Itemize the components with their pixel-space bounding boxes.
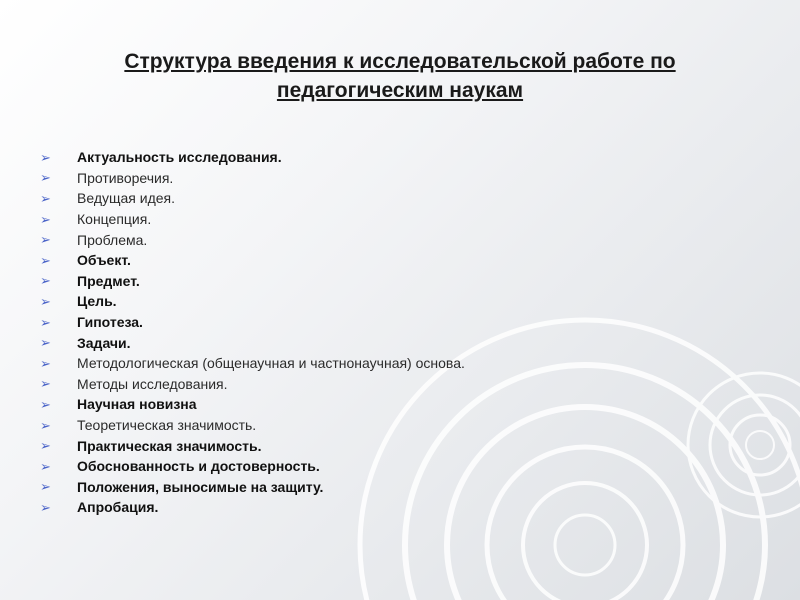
list-item xyxy=(40,477,465,498)
arrowhead-bullet-icon: ➢ xyxy=(40,355,51,371)
list-item xyxy=(40,209,465,230)
list-item-label: Научная новизна xyxy=(77,396,197,413)
slide-title xyxy=(30,47,770,105)
list-item-label: Проблема. xyxy=(77,231,148,248)
list-item-label: Предмет. xyxy=(77,272,140,289)
list-item-label: Объект. xyxy=(77,252,131,269)
arrowhead-bullet-icon: ➢ xyxy=(40,438,51,454)
list-item xyxy=(40,353,465,374)
list-item-label: Концепция. xyxy=(77,211,152,228)
arrowhead-bullet-icon: ➢ xyxy=(40,314,51,330)
list-item xyxy=(40,374,465,395)
list-item-label: Цель. xyxy=(77,293,117,310)
list-item-label: Гипотеза. xyxy=(77,314,143,331)
arrowhead-bullet-icon: ➢ xyxy=(40,376,51,392)
list-item xyxy=(40,497,465,518)
list-item xyxy=(40,456,465,477)
slide-title-line-2: педагогическим наукам xyxy=(276,79,524,102)
structure-list xyxy=(40,147,465,518)
list-item xyxy=(40,332,465,353)
list-item-label: Положения, выносимые на защиту. xyxy=(77,478,324,495)
arrowhead-bullet-icon: ➢ xyxy=(40,190,51,206)
list-item xyxy=(40,250,465,271)
arrowhead-bullet-icon: ➢ xyxy=(40,396,51,412)
arrowhead-bullet-icon: ➢ xyxy=(40,232,51,248)
list-item-label: Методологическая (общенаучная и частнонаучная) основа. xyxy=(77,355,465,372)
list-item xyxy=(40,312,465,333)
list-item xyxy=(40,229,465,250)
list-item xyxy=(40,435,465,456)
arrowhead-bullet-icon: ➢ xyxy=(40,293,51,309)
list-item xyxy=(40,291,465,312)
arrowhead-bullet-icon: ➢ xyxy=(40,252,51,268)
list-item-label: Теоретическая значимость. xyxy=(77,417,257,434)
arrowhead-bullet-icon: ➢ xyxy=(40,170,51,186)
list-item-label: Задачи. xyxy=(77,334,131,351)
list-item-label: Методы исследования. xyxy=(77,375,228,392)
arrowhead-bullet-icon: ➢ xyxy=(40,479,51,495)
list-item xyxy=(40,271,465,292)
arrowhead-bullet-icon: ➢ xyxy=(40,211,51,227)
arrowhead-bullet-icon: ➢ xyxy=(40,458,51,474)
slide-title-line-1: Структура введения к исследовательской работе по xyxy=(124,50,676,73)
list-item-label: Апробация. xyxy=(77,499,159,516)
list-item-label: Обоснованность и достоверность. xyxy=(77,458,320,475)
arrowhead-bullet-icon: ➢ xyxy=(40,335,51,351)
list-item xyxy=(40,394,465,415)
list-item xyxy=(40,147,465,168)
arrowhead-bullet-icon: ➢ xyxy=(40,149,51,165)
list-item-label: Актуальность исследования. xyxy=(77,149,282,166)
list-item xyxy=(40,415,465,436)
arrowhead-bullet-icon: ➢ xyxy=(40,499,51,515)
list-item-label: Противоречия. xyxy=(77,169,174,186)
arrowhead-bullet-icon: ➢ xyxy=(40,417,51,433)
list-item xyxy=(40,168,465,189)
list-item-label: Практическая значимость. xyxy=(77,437,262,454)
list-item-label: Ведущая идея. xyxy=(77,190,176,207)
list-item xyxy=(40,188,465,209)
arrowhead-bullet-icon: ➢ xyxy=(40,273,51,289)
